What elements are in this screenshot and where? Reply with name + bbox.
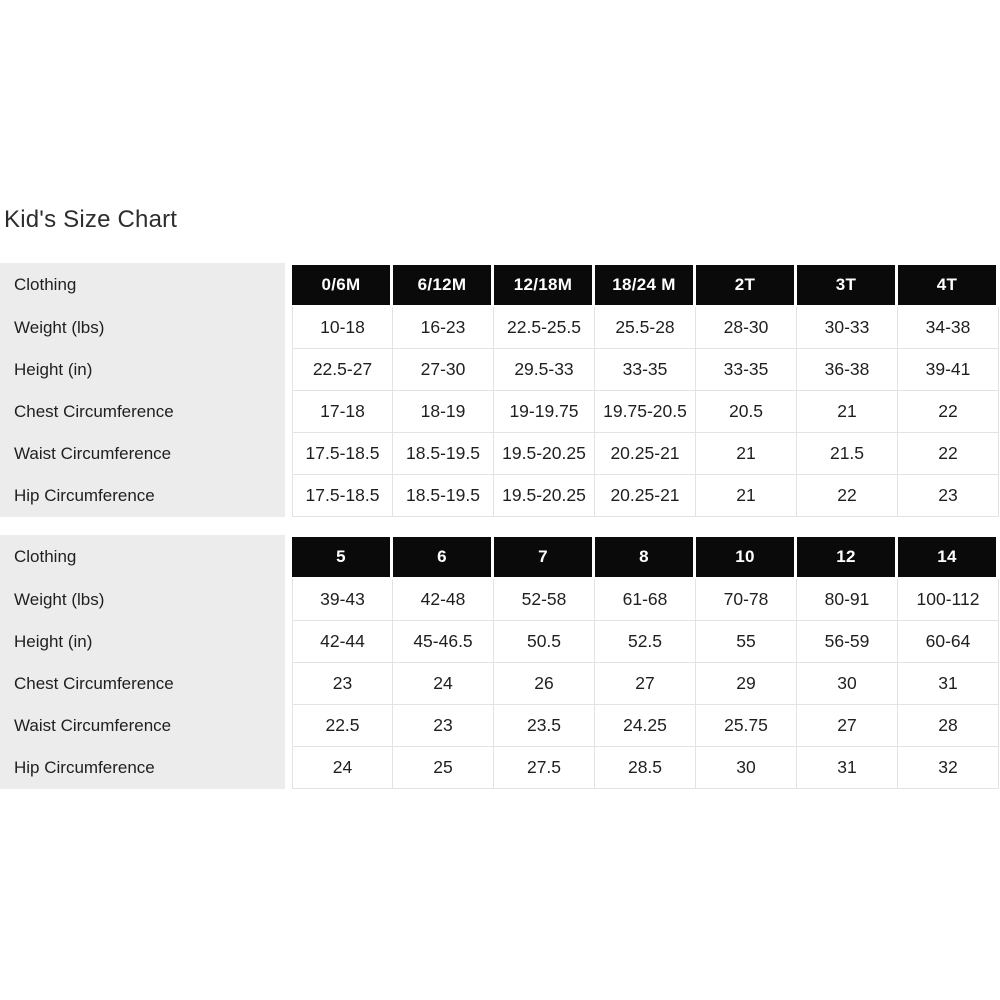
measurement-value-cell: 45-46.5 [393, 621, 494, 663]
measurement-value-cell: 21 [797, 391, 898, 433]
clothing-header-label: Clothing [0, 263, 292, 307]
measurement-value-cell: 20.25-21 [595, 475, 696, 517]
measurement-value-cell: 18.5-19.5 [393, 475, 494, 517]
measurement-value-cell: 52.5 [595, 621, 696, 663]
measurement-value-cell: 31 [898, 663, 999, 705]
row-label-cell: Chest Circumference [0, 391, 292, 433]
measurement-row [0, 747, 999, 789]
size-column-header: 18/24 M [595, 265, 696, 305]
size-header-row [0, 535, 999, 579]
measurement-value-cell: 80-91 [797, 579, 898, 621]
measurement-value-cell: 23 [393, 705, 494, 747]
measurement-value-cell: 22 [898, 433, 999, 475]
measurement-value-cell: 17-18 [292, 391, 393, 433]
measurement-value-cell: 28-30 [696, 307, 797, 349]
measurement-value-cell: 16-23 [393, 307, 494, 349]
size-column-header: 3T [797, 265, 898, 305]
size-column-header: 6/12M [393, 265, 494, 305]
measurement-value-cell: 19.75-20.5 [595, 391, 696, 433]
size-column-header: 8 [595, 537, 696, 577]
measurement-value-cell: 10-18 [292, 307, 393, 349]
measurement-value-cell: 26 [494, 663, 595, 705]
measurement-value-cell: 60-64 [898, 621, 999, 663]
measurement-row [0, 663, 999, 705]
measurement-value-cell: 27.5 [494, 747, 595, 789]
row-label-cell: Height (in) [0, 349, 292, 391]
measurement-value-cell: 20.25-21 [595, 433, 696, 475]
measurement-value-cell: 24 [292, 747, 393, 789]
page-title: Kid's Size Chart [4, 206, 178, 233]
measurement-value-cell: 25 [393, 747, 494, 789]
kids-numeric-size-table [0, 535, 999, 789]
measurement-row [0, 579, 999, 621]
size-column-header: 10 [696, 537, 797, 577]
row-label-cell: Hip Circumference [0, 747, 292, 789]
measurement-value-cell: 52-58 [494, 579, 595, 621]
measurement-value-cell: 21 [696, 433, 797, 475]
size-column-header: 4T [898, 265, 999, 305]
baby-toddler-size-table [0, 263, 999, 517]
measurement-value-cell: 31 [797, 747, 898, 789]
measurement-value-cell: 34-38 [898, 307, 999, 349]
measurement-value-cell: 21 [696, 475, 797, 517]
measurement-row [0, 475, 999, 517]
size-column-header: 6 [393, 537, 494, 577]
measurement-value-cell: 22.5-25.5 [494, 307, 595, 349]
row-label-cell: Chest Circumference [0, 663, 292, 705]
measurement-value-cell: 22.5-27 [292, 349, 393, 391]
measurement-row [0, 621, 999, 663]
size-column-header: 5 [292, 537, 393, 577]
measurement-value-cell: 32 [898, 747, 999, 789]
measurement-value-cell: 23 [292, 663, 393, 705]
measurement-value-cell: 25.5-28 [595, 307, 696, 349]
measurement-value-cell: 19.5-20.25 [494, 433, 595, 475]
measurement-value-cell: 39-41 [898, 349, 999, 391]
measurement-value-cell: 30 [797, 663, 898, 705]
measurement-value-cell: 17.5-18.5 [292, 433, 393, 475]
row-label-cell: Hip Circumference [0, 475, 292, 517]
size-column-header: 12/18M [494, 265, 595, 305]
size-column-header: 0/6M [292, 265, 393, 305]
measurement-value-cell: 28 [898, 705, 999, 747]
measurement-value-cell: 50.5 [494, 621, 595, 663]
measurement-value-cell: 55 [696, 621, 797, 663]
measurement-value-cell: 33-35 [696, 349, 797, 391]
row-label-cell: Height (in) [0, 621, 292, 663]
measurement-value-cell: 39-43 [292, 579, 393, 621]
measurement-value-cell: 27 [797, 705, 898, 747]
measurement-value-cell: 22 [797, 475, 898, 517]
measurement-value-cell: 21.5 [797, 433, 898, 475]
measurement-value-cell: 18-19 [393, 391, 494, 433]
measurement-row [0, 349, 999, 391]
measurement-value-cell: 22.5 [292, 705, 393, 747]
measurement-value-cell: 24 [393, 663, 494, 705]
measurement-value-cell: 23.5 [494, 705, 595, 747]
measurement-value-cell: 28.5 [595, 747, 696, 789]
measurement-value-cell: 42-48 [393, 579, 494, 621]
measurement-value-cell: 27-30 [393, 349, 494, 391]
measurement-value-cell: 18.5-19.5 [393, 433, 494, 475]
measurement-row [0, 307, 999, 349]
measurement-value-cell: 61-68 [595, 579, 696, 621]
measurement-row [0, 391, 999, 433]
measurement-value-cell: 19-19.75 [494, 391, 595, 433]
size-column-header: 2T [696, 265, 797, 305]
clothing-header-label: Clothing [0, 535, 292, 579]
measurement-value-cell: 100-112 [898, 579, 999, 621]
size-column-header: 12 [797, 537, 898, 577]
measurement-value-cell: 17.5-18.5 [292, 475, 393, 517]
measurement-value-cell: 56-59 [797, 621, 898, 663]
size-column-header: 7 [494, 537, 595, 577]
measurement-value-cell: 20.5 [696, 391, 797, 433]
row-label-cell: Waist Circumference [0, 705, 292, 747]
measurement-value-cell: 24.25 [595, 705, 696, 747]
measurement-value-cell: 33-35 [595, 349, 696, 391]
measurement-value-cell: 36-38 [797, 349, 898, 391]
measurement-value-cell: 29 [696, 663, 797, 705]
measurement-value-cell: 25.75 [696, 705, 797, 747]
measurement-value-cell: 30-33 [797, 307, 898, 349]
measurement-value-cell: 29.5-33 [494, 349, 595, 391]
measurement-value-cell: 27 [595, 663, 696, 705]
measurement-row [0, 433, 999, 475]
size-column-header: 14 [898, 537, 999, 577]
measurement-value-cell: 42-44 [292, 621, 393, 663]
row-label-cell: Weight (lbs) [0, 307, 292, 349]
measurement-row [0, 705, 999, 747]
measurement-value-cell: 22 [898, 391, 999, 433]
row-label-cell: Weight (lbs) [0, 579, 292, 621]
measurement-value-cell: 70-78 [696, 579, 797, 621]
measurement-value-cell: 30 [696, 747, 797, 789]
row-label-cell: Waist Circumference [0, 433, 292, 475]
size-header-row [0, 263, 999, 307]
measurement-value-cell: 19.5-20.25 [494, 475, 595, 517]
measurement-value-cell: 23 [898, 475, 999, 517]
